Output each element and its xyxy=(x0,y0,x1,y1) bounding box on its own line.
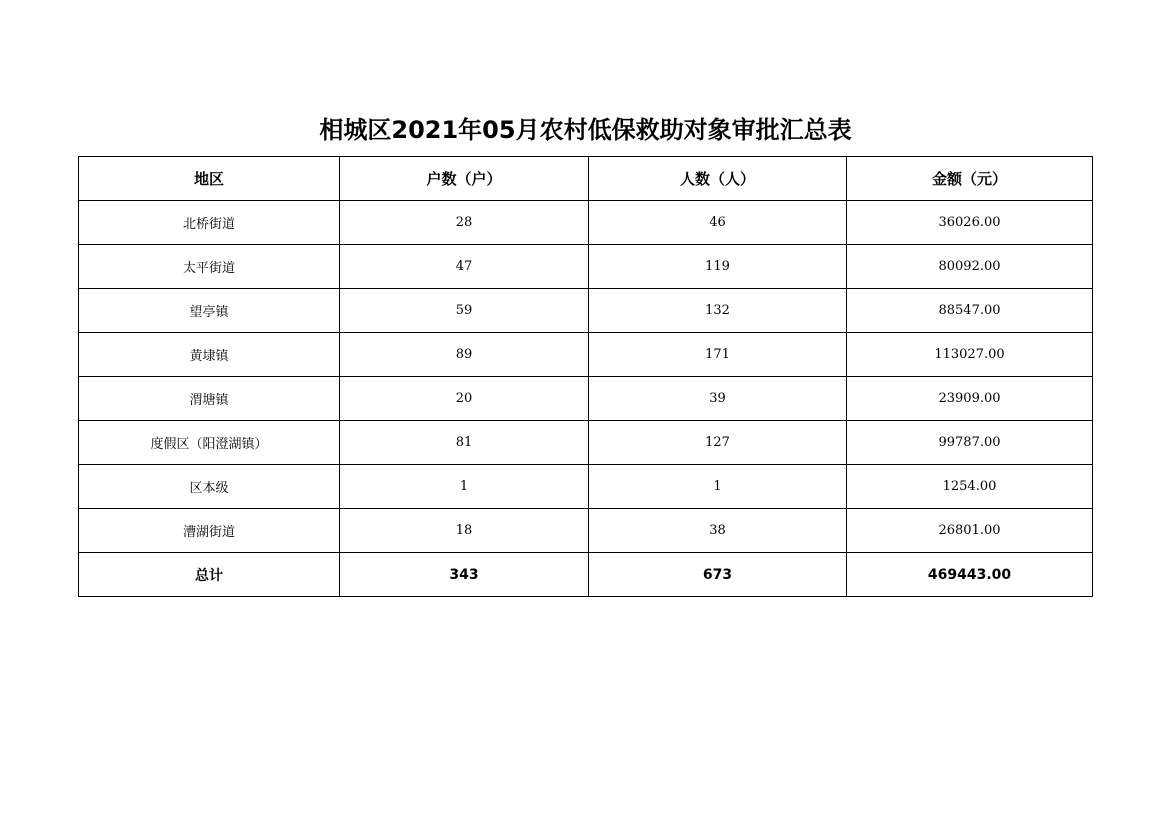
table-row xyxy=(79,201,1093,245)
total-amount: 469443.00 xyxy=(847,553,1093,597)
page-title: 相城区2021年05月农村低保救助对象审批汇总表 xyxy=(319,116,852,144)
header-people: 人数（人） xyxy=(589,157,847,201)
cell-households: 20 xyxy=(340,377,589,421)
cell-people: 171 xyxy=(589,333,847,377)
cell-people: 39 xyxy=(589,377,847,421)
cell-amount: 113027.00 xyxy=(847,333,1093,377)
cell-region: 渭塘镇 xyxy=(79,377,340,421)
header-row xyxy=(79,157,1093,201)
cell-people: 38 xyxy=(589,509,847,553)
cell-region: 北桥街道 xyxy=(79,201,340,245)
cell-region: 望亭镇 xyxy=(79,289,340,333)
header-region: 地区 xyxy=(79,157,340,201)
cell-households: 1 xyxy=(340,465,589,509)
cell-region: 区本级 xyxy=(79,465,340,509)
total-row xyxy=(79,553,1093,597)
cell-amount: 36026.00 xyxy=(847,201,1093,245)
cell-region: 太平街道 xyxy=(79,245,340,289)
cell-region: 黄埭镇 xyxy=(79,333,340,377)
cell-households: 18 xyxy=(340,509,589,553)
total-label: 总计 xyxy=(79,553,340,597)
table-row xyxy=(79,465,1093,509)
cell-amount: 80092.00 xyxy=(847,245,1093,289)
cell-households: 89 xyxy=(340,333,589,377)
cell-amount: 1254.00 xyxy=(847,465,1093,509)
table-row xyxy=(79,245,1093,289)
table-row xyxy=(79,421,1093,465)
cell-people: 127 xyxy=(589,421,847,465)
total-households: 343 xyxy=(340,553,589,597)
table-row xyxy=(79,289,1093,333)
cell-people: 119 xyxy=(589,245,847,289)
table-row xyxy=(79,509,1093,553)
cell-region: 漕湖街道 xyxy=(79,509,340,553)
table-row xyxy=(79,333,1093,377)
table-row xyxy=(79,377,1093,421)
cell-amount: 99787.00 xyxy=(847,421,1093,465)
cell-households: 47 xyxy=(340,245,589,289)
header-households: 户数（户） xyxy=(340,157,589,201)
header-amount: 金额（元） xyxy=(847,157,1093,201)
cell-people: 1 xyxy=(589,465,847,509)
cell-people: 132 xyxy=(589,289,847,333)
cell-amount: 23909.00 xyxy=(847,377,1093,421)
cell-region: 度假区（阳澄湖镇） xyxy=(79,421,340,465)
total-people: 673 xyxy=(589,553,847,597)
summary-table xyxy=(78,156,1093,597)
cell-households: 59 xyxy=(340,289,589,333)
cell-households: 81 xyxy=(340,421,589,465)
cell-households: 28 xyxy=(340,201,589,245)
cell-people: 46 xyxy=(589,201,847,245)
cell-amount: 26801.00 xyxy=(847,509,1093,553)
cell-amount: 88547.00 xyxy=(847,289,1093,333)
